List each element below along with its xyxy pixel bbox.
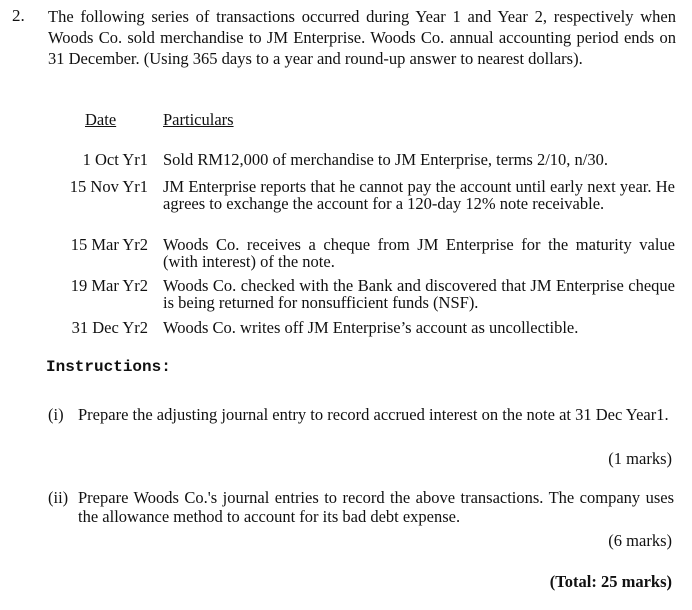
date-column-header: Date: [85, 110, 117, 129]
instruction-text: Prepare the adjusting journal entry to record accrued interest on the note at 31 Dec Year1.: [78, 405, 669, 424]
transaction-date: 15 Nov Yr1: [69, 177, 148, 196]
transaction-particulars: Sold RM12,000 of merchandise to JM Enterprise, terms 2/10, n/30.: [163, 150, 608, 169]
instruction-marks: (1 marks): [608, 449, 672, 468]
transaction-date: 15 Mar Yr2: [70, 235, 148, 254]
transaction-particulars: Woods Co. checked with the Bank and discovered that JM Enterprise cheque is being returned for nonsufficient funds (NSF).: [163, 276, 675, 312]
total-marks: (Total: 25 marks): [549, 572, 672, 591]
question-intro: The following series of transactions occurred during Year 1 and Year 2, respectively when Woods Co. sold merchandise to JM Enterprise. Woods Co. annual accounting period ends on 31 December. (Using 365 days to a year and round-up answer to nearest dollars).: [48, 7, 676, 68]
transaction-particulars: Woods Co. writes off JM Enterprise’s account as uncollectible.: [163, 318, 579, 337]
particulars-column-header: Particulars: [163, 110, 234, 129]
transaction-date: 31 Dec Yr2: [71, 318, 148, 337]
instructions-title: Instructions:: [46, 358, 171, 376]
instruction-marker: (ii): [48, 488, 69, 507]
instruction-text: Prepare Woods Co.'s journal entries to record the above transactions. The company uses the allowance method to account for its bad debt expense.: [78, 488, 674, 526]
transaction-particulars: JM Enterprise reports that he cannot pay the account until early next year. He agrees to exchange the account for a 120-day 12% note receivable.: [163, 177, 675, 213]
instruction-marker: (i): [48, 405, 64, 424]
question-number: 2.: [12, 6, 25, 25]
instruction-marks: (6 marks): [608, 531, 672, 550]
transaction-particulars: Woods Co. receives a cheque from JM Enterprise for the maturity value (with interest) of the note.: [163, 235, 675, 271]
transaction-date: 19 Mar Yr2: [70, 276, 148, 295]
transaction-date: 1 Oct Yr1: [82, 150, 148, 169]
